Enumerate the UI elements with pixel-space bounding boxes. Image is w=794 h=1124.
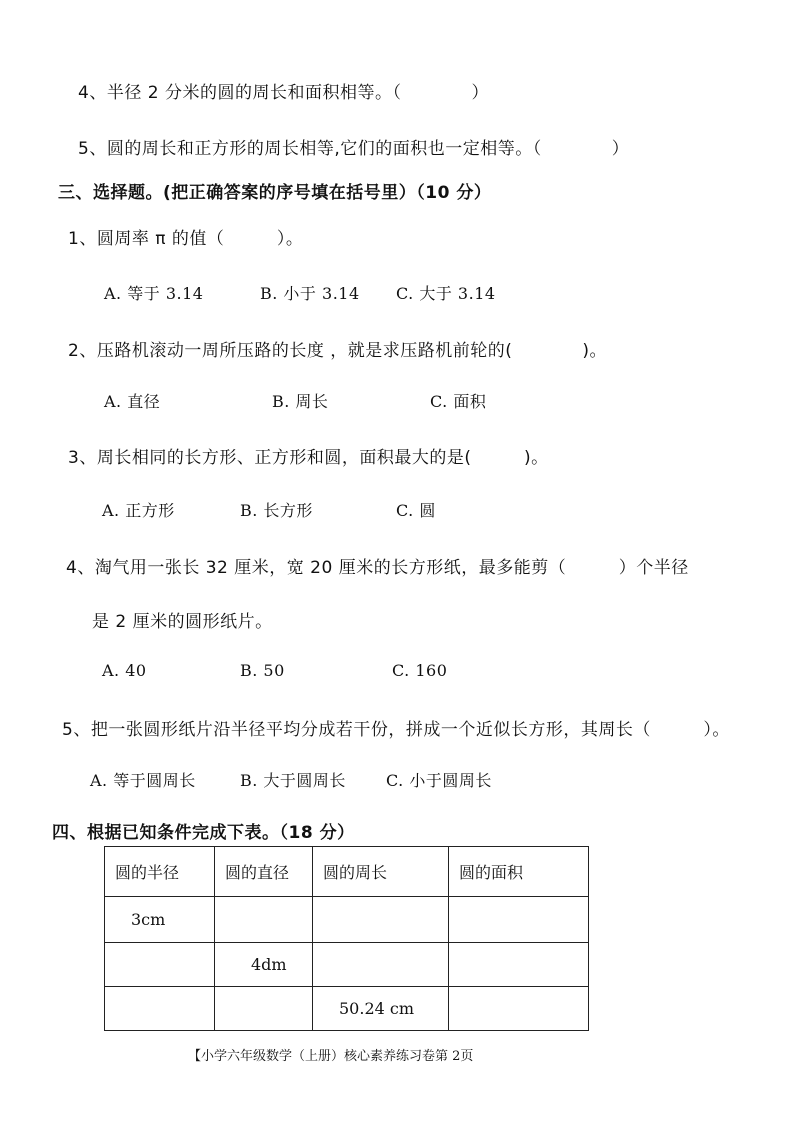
- table-cell[interactable]: 50.24 cm: [313, 987, 449, 1031]
- table-cell[interactable]: [449, 897, 589, 943]
- header-radius: 圆的半径: [105, 847, 215, 897]
- option-3-3-b: B. 长方形: [240, 501, 313, 520]
- table-cell[interactable]: [215, 897, 313, 943]
- section-4-heading: 四、根据已知条件完成下表。（18 分）: [52, 823, 355, 843]
- table-cell[interactable]: [313, 897, 449, 943]
- question-2-4: 4、半径 2 分米的圆的周长和面积相等。（ ）: [78, 83, 489, 103]
- option-3-2-a: A. 直径: [104, 392, 161, 411]
- option-3-1-b: B. 小于 3.14: [260, 284, 360, 303]
- question-3-1: 1、圆周率 π 的值（ ）。: [68, 229, 304, 249]
- option-3-2-c: C. 面积: [430, 392, 487, 411]
- question-3-3: 3、周长相同的长方形、正方形和圆，面积最大的是( )。: [68, 448, 549, 468]
- circle-table: [104, 846, 589, 1031]
- option-3-5-c: C. 小于圆周长: [386, 771, 492, 790]
- question-3-5: 5、把一张圆形纸片沿半径平均分成若干份，拼成一个近似长方形，其周长（ ）。: [62, 720, 730, 740]
- option-3-4-b: B. 50: [240, 661, 285, 680]
- option-3-2-b: B. 周长: [272, 392, 329, 411]
- table-row: [105, 943, 589, 987]
- header-diameter: 圆的直径: [215, 847, 313, 897]
- option-3-3-c: C. 圆: [396, 501, 436, 520]
- option-3-5-a: A. 等于圆周长: [90, 771, 196, 790]
- option-3-3-a: A. 正方形: [102, 501, 175, 520]
- table-cell[interactable]: [449, 987, 589, 1031]
- option-3-4-a: A. 40: [102, 661, 147, 680]
- option-3-5-b: B. 大于圆周长: [240, 771, 346, 790]
- table-cell[interactable]: [215, 987, 313, 1031]
- table-row: [105, 987, 589, 1031]
- question-3-4-line2: 是 2 厘米的圆形纸片。: [92, 612, 273, 632]
- table-cell[interactable]: 3cm: [105, 897, 215, 943]
- option-3-1-a: A. 等于 3.14: [104, 284, 204, 303]
- header-circumference: 圆的周长: [313, 847, 449, 897]
- table-cell[interactable]: [105, 987, 215, 1031]
- table-cell[interactable]: 4dm: [215, 943, 313, 987]
- table-cell[interactable]: [313, 943, 449, 987]
- question-2-5: 5、圆的周长和正方形的周长相等,它们的面积也一定相等。（ ）: [78, 139, 630, 159]
- table-row: [105, 897, 589, 943]
- question-3-4-line1: 4、淘气用一张长 32 厘米，宽 20 厘米的长方形纸，最多能剪（ ）个半径: [66, 558, 689, 578]
- header-area: 圆的面积: [449, 847, 589, 897]
- table-cell[interactable]: [449, 943, 589, 987]
- page-footer: 【小学六年级数学（上册）核心素养练习卷第 2页: [188, 1049, 474, 1064]
- table-cell[interactable]: [105, 943, 215, 987]
- option-3-1-c: C. 大于 3.14: [396, 284, 496, 303]
- table-header-row: [105, 847, 589, 897]
- option-3-4-c: C. 160: [392, 661, 448, 680]
- section-3-heading: 三、选择题。(把正确答案的序号填在括号里）（10 分）: [58, 183, 492, 203]
- question-3-2: 2、压路机滚动一周所压路的长度 ，就是求压路机前轮的( )。: [68, 341, 607, 361]
